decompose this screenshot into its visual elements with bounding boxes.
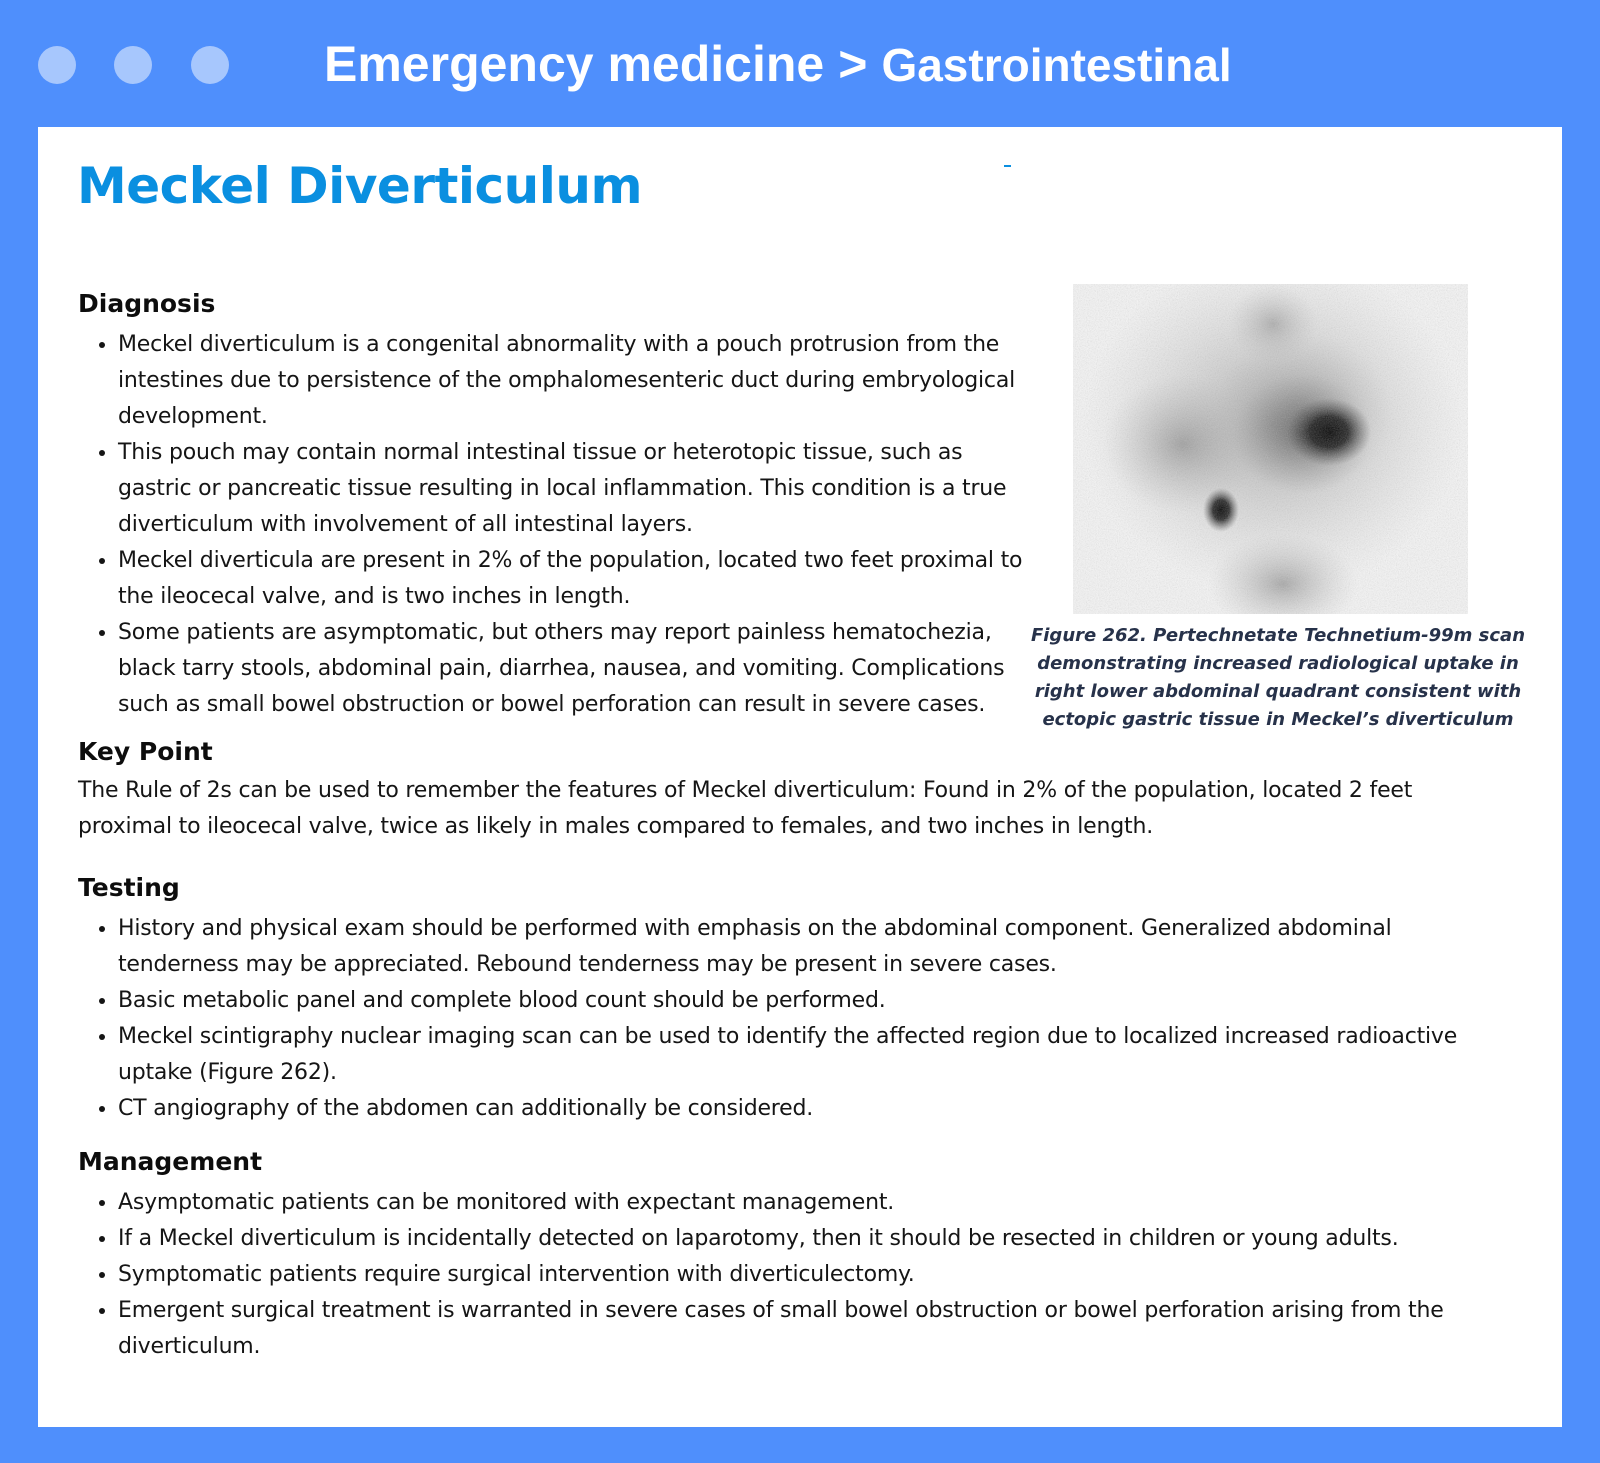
list-item: • Meckel diverticula are present in 2% of the population, located two feet proximal to the ileocecal valve, and is two inches in length. — [118, 543, 1038, 615]
breadcrumb-category[interactable]: Emergency medicine — [324, 36, 825, 92]
management-heading: Management — [78, 1147, 263, 1176]
testing-heading: Testing — [78, 873, 180, 902]
list-item: • CT angiography of the abdomen can additionally be considered. — [118, 1091, 1498, 1127]
window-control-dot-2[interactable] — [114, 46, 152, 84]
key-point-section — [78, 735, 1498, 845]
testing-list — [78, 911, 1498, 1127]
diagnosis-section — [78, 287, 1038, 723]
diagnosis-heading: Diagnosis — [78, 289, 216, 318]
breadcrumb-subcategory[interactable]: Gastrointestinal — [881, 39, 1232, 91]
page-title: Meckel Diverticulum — [77, 157, 643, 215]
management-section — [78, 1145, 1498, 1365]
management-list — [78, 1185, 1498, 1365]
decorative-mark — [1004, 165, 1011, 167]
window-control-dot-3[interactable] — [191, 46, 229, 84]
list-item: • Meckel scintigraphy nuclear imaging scan can be used to identify the affected region due to localized increased radioactive uptake (Figure 262). — [118, 1019, 1498, 1091]
figure-262 — [1023, 284, 1533, 734]
content-panel — [38, 127, 1562, 1427]
window-control-dot-1[interactable] — [38, 46, 76, 84]
figure-caption: Figure 262. Pertechnetate Technetium-99m scan demonstrating increased radiological uptake in right lower abdominal quadrant consistent with ectopic gastric tissue in Meckel’s diverticulum — [1030, 625, 1526, 730]
list-item: • Symptomatic patients require surgical intervention with diverticulectomy. — [118, 1257, 1498, 1293]
list-item: • This pouch may contain normal intestinal tissue or heterotopic tissue, such as gastric or pancreatic tissue resulting in local inflammation. This condition is a true diverticulum with involvement of all intestinal layers. — [118, 435, 1038, 543]
list-item: • Some patients are asymptomatic, but others may report painless hematochezia, black tarry stools, abdominal pain, diarrhea, nausea, and vomiting. Complications such as small bowel obstruction or bowel perforation can result in severe cases. — [118, 615, 1038, 723]
scintigraphy-scan-image — [1073, 284, 1468, 614]
list-item: • Basic metabolic panel and complete blood count should be performed. — [118, 983, 1498, 1019]
list-item: • Asymptomatic patients can be monitored with expectant management. — [118, 1185, 1498, 1221]
key-point-text: The Rule of 2s can be used to remember the features of Meckel diverticulum: Found in 2% of the population, located 2 feet proximal to ileocecal valve, twice as likely in males compared to females, and two inches in length. — [78, 778, 1413, 839]
list-item: • Meckel diverticulum is a congenital abnormality with a pouch protrusion from the intestines due to persistence of the omphalomesenteric duct during embryological development. — [118, 327, 1038, 435]
testing-section — [78, 871, 1498, 1127]
list-item: • If a Meckel diverticulum is incidentally detected on laparotomy, then it should be resected in children or young adults. — [118, 1221, 1498, 1257]
scan-graphic — [1073, 284, 1468, 614]
list-item: • History and physical exam should be performed with emphasis on the abdominal component. Generalized abdominal tenderness may be appreciated. Rebound tenderness may be present in severe cases. — [118, 911, 1498, 983]
breadcrumb-separator: > — [838, 36, 868, 92]
breadcrumb — [324, 34, 1232, 95]
diagnosis-list — [78, 327, 1038, 723]
key-point-heading: Key Point — [78, 737, 213, 766]
window-titlebar — [0, 0, 1600, 128]
list-item: • Emergent surgical treatment is warranted in severe cases of small bowel obstruction or bowel perforation arising from the diverticulum. — [118, 1293, 1498, 1365]
